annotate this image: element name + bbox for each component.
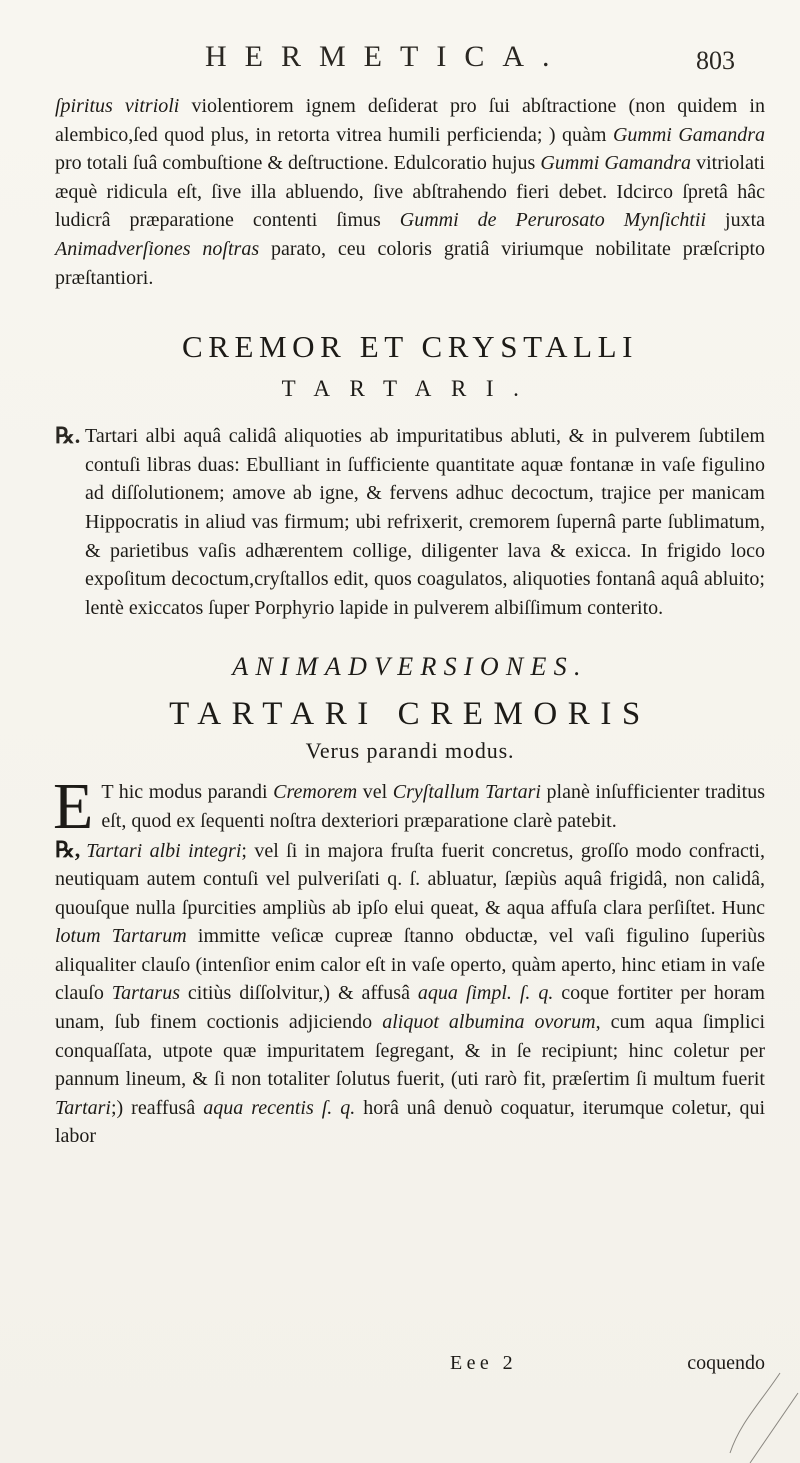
italic-term: Gummi Gamandra — [612, 123, 765, 146]
recipe-text: Tartari albi aquâ calidâ aliquoties ab impuritatibus abluti, & in pulverem ſubtilem contuſi libras duas: Ebulliant in ſufficiente quantitate aquæ fontanæ in vaſe figulino ad diſſolutionem; amove ab igne, & fervens adhuc decoctum, trajice per manicam Hippocratis in aliud vas firmum; ubi refrixerit, cremorem ſupernâ parte ſublimatum, & parietibus vaſis adhærentem collige, diligenter lava & exicca. In frigido loco expoſitum decoctum,cryſtallos edit, quos coagulatos, aliquoties fontanâ aquâ abluito; lentè exiccatos ſuper Porphyrio lapide in pulverem albiſſimum conterito. — [85, 425, 765, 619]
text-run: ;) reaffusâ — [110, 1096, 204, 1119]
drop-cap: E — [53, 770, 94, 844]
section-title-cremor: CREMOR ET CRYSTALLI — [181, 329, 639, 365]
text-run: planè inſufficienter traditus eſt, quod ex ſequenti noſtra dexteriori præparatione clarè patebit. — [101, 781, 766, 832]
recipe-symbol-icon: ℞, — [55, 836, 81, 862]
text-run: vel — [357, 781, 393, 804]
italic-term: ſpiritus vitrioli — [55, 95, 180, 117]
italic-term: Cryſtallum Tartari — [392, 781, 541, 804]
animadversio-paragraph — [53, 770, 766, 844]
recipe-symbol-icon: ℞. — [55, 423, 81, 449]
italic-term: Cremorem — [273, 781, 358, 804]
text-run: parato, ceu coloris gratiâ viriumque nobilitate præſcripto præſtantiori. — [55, 237, 765, 289]
text-run: violentiorem ignem deſiderat pro ſui abſtractione (non quidem in alembico,ſed quod plus, in retorta vitrea humili perficienda; ) quàm — [55, 95, 765, 146]
intro-paragraph — [55, 92, 765, 292]
text-run: vitriolati æquè ridicula eſt, ſive illa abluendo, ſive abſtrahendo fieri debet. Idcirco ſpretâ hâc ludicrâ præparatione contenti ſimus — [55, 152, 765, 232]
text-run: citiùs diſſolvitur,) & affusâ — [180, 982, 418, 1005]
text-run: , cum aqua ſimplici conquaſſata, utpote quæ impuritatem ſegregant, & in ſe recipiunt; hinc coletur per pannum lineum, & ſi non totaliter ſolutus fuerit, (uti rarò fit, præſertim ſi multum fuerit — [55, 1011, 765, 1091]
section-subtitle-verus: Verus parandi modus. — [305, 738, 515, 764]
italic-term: lotum Tartarum — [55, 925, 187, 948]
italic-term: Gummi de Perurosato Mynſichtii — [399, 209, 707, 232]
text-run: T hic modus parandi — [101, 781, 274, 804]
body-text — [55, 92, 765, 1151]
italic-term: Tartari — [55, 1096, 111, 1119]
ink-stroke-icon — [720, 1363, 800, 1463]
text-run: pro totali ſuâ combuſtione & deſtructione. Edulcoratio hujus — [55, 152, 541, 175]
text-run: juxta — [706, 209, 766, 232]
recipe-paragraph — [55, 422, 765, 622]
text-run: coque fortiter per horam unam, ſub finem coctionis adjiciendo — [55, 982, 765, 1034]
animadversiones-heading: ANIMADVERSIONES. — [232, 652, 588, 682]
italic-term: aqua recentis ſ. q. — [203, 1096, 356, 1119]
italic-term: aqua ſimpl. ſ. q. — [417, 982, 554, 1005]
signature-mark: Eee 2 — [450, 1352, 517, 1374]
italic-term: Tartarus — [111, 982, 180, 1005]
section-subtitle-tartari: TARTARI. — [281, 376, 539, 402]
catchword: coquendo — [687, 1352, 765, 1374]
recipe-paragraph-2 — [55, 836, 765, 1152]
section-title-tartari-cremoris: TARTARI CREMORIS — [169, 696, 651, 733]
text-run: immitte veſicæ cupreæ ſtanno obductæ, vel vaſi figulino ſuperiùs aliqualiter clauſo (intenſior enim calor eſt in vaſe operto, quàm aperto, hinc etiam in vaſe clauſo — [55, 925, 765, 1005]
italic-term: Tartari albi integri — [86, 839, 242, 862]
running-head: HERMETICA. — [205, 40, 568, 73]
text-run: horâ unâ denuò coquatur, iterumque coletur, qui labor — [55, 1096, 766, 1148]
italic-term: Gummi Gamandra — [540, 152, 692, 175]
page-number: 803 — [696, 46, 735, 75]
italic-term: Animadverſiones noſtras — [55, 237, 260, 260]
italic-term: aliquot albumina ovorum — [382, 1011, 596, 1034]
text-run: ; vel ſi in majora fruſta fuerit concretus, groſſo modo confracti, neutiquam autem contuſi vel pulveriſati q. ſ. abluatur, ſæpiùs aquâ frigidâ, non calidâ, quouſque nulla ſpurcities ampliùs ab ipſo elui queat, & aqua affuſa clara perſiſtet. Hunc — [55, 839, 765, 919]
